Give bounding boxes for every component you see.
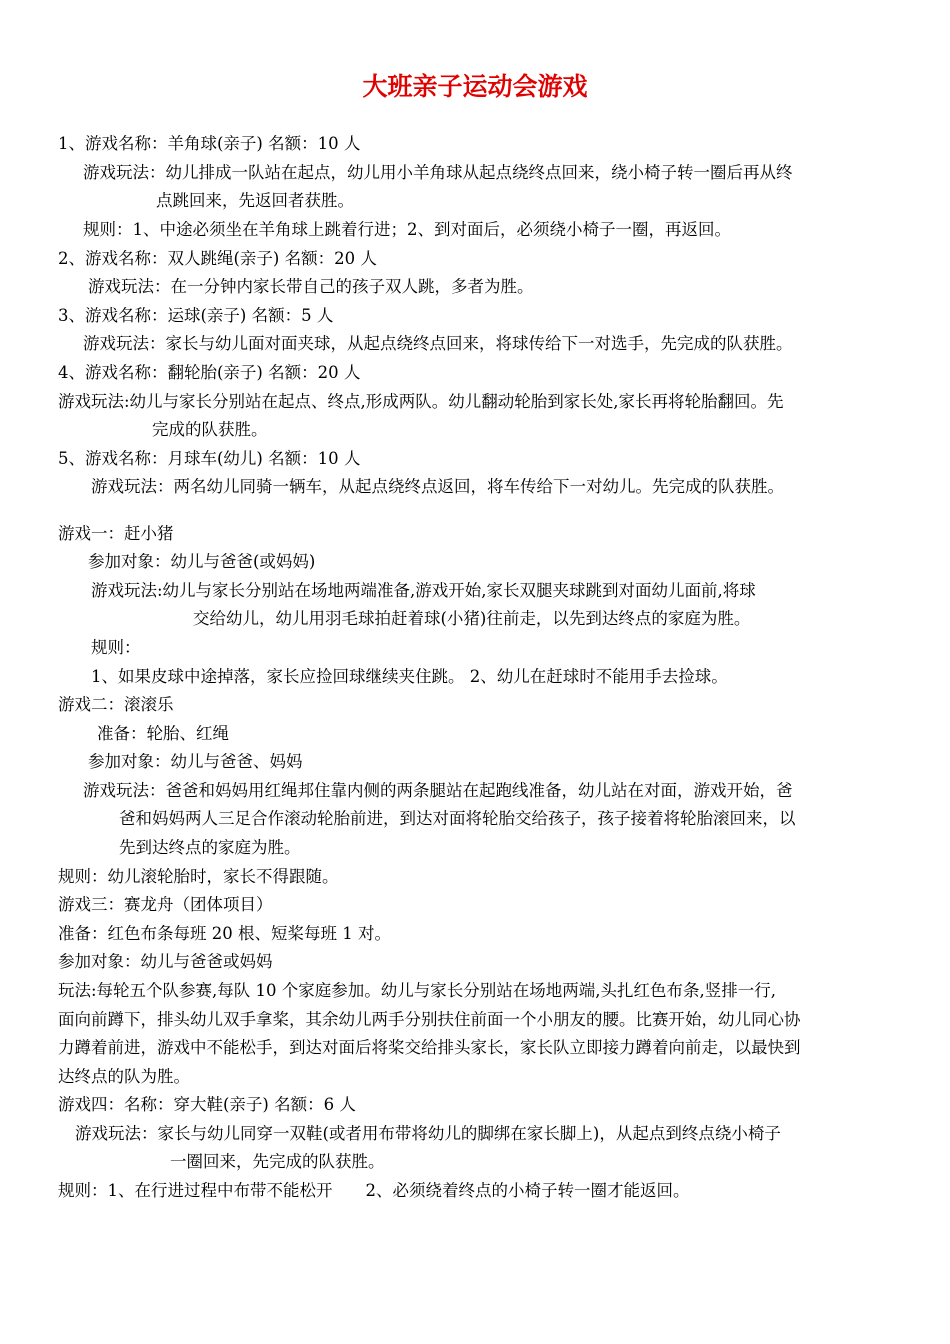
game-5-header: 5、游戏名称：月球车(幼儿) 名额：10 人	[58, 449, 361, 468]
game-1-rules-text-cont: 点跳回来，先返回者获胜。	[156, 191, 354, 210]
section-3-rules-text-cont: 面向前蹲下，排头幼儿双手拿桨，其余幼儿两手分别扶住前面一个小朋友的腰。比赛开始，幼儿同心协	[58, 1010, 801, 1029]
section-1-rules-label: 规则：	[91, 638, 141, 657]
section-3-rules-text: 玩法:每轮五个队参赛,每队 10 个家庭参加。幼儿与家长分别站在场地两端,头扎红色布条,竖排一行,	[58, 981, 777, 1000]
game-1-rule-list: 规则：1、中途必须坐在羊角球上跳着行进；2、到对面后，必须绕小椅子一圈，再返回。	[83, 220, 731, 239]
section-4-rules-text: 游戏玩法：家长与幼儿同穿一双鞋(或者用布带将幼儿的脚绑在家长脚上)，从起点到终点绕小椅子	[75, 1124, 781, 1143]
game-2-header: 2、游戏名称：双人跳绳(亲子) 名额：20 人	[58, 249, 377, 268]
game-5-rules-text: 游戏玩法：两名幼儿同骑一辆车，从起点绕终点返回，将车传给下一对幼儿。先完成的队获胜。	[91, 477, 784, 496]
section-2-participants: 参加对象：幼儿与爸爸、妈妈	[88, 752, 303, 771]
section-2-title: 游戏二：滚滚乐	[58, 695, 174, 714]
game-4-rules-text-cont: 完成的队获胜。	[152, 420, 268, 439]
section-2-rules-text: 游戏玩法：爸爸和妈妈用红绳邦住靠内侧的两条腿站在起跑线准备，幼儿站在对面，游戏开始，爸	[83, 781, 793, 800]
section-2-rules-text-cont: 先到达终点的家庭为胜。	[119, 838, 301, 857]
game-4-header: 4、游戏名称：翻轮胎(亲子) 名额：20 人	[58, 363, 361, 382]
section-3-title: 游戏三：赛龙舟（团体项目）	[58, 895, 273, 914]
section-1-rules-text-cont: 交给幼儿，幼儿用羽毛球拍赶着球(小猪)往前走，以先到达终点的家庭为胜。	[193, 609, 751, 628]
section-1-title: 游戏一：赶小猪	[58, 524, 174, 543]
game-1-header: 1、游戏名称：羊角球(亲子) 名额：10 人	[58, 134, 361, 153]
section-2-preparation: 准备：轮胎、红绳	[97, 724, 229, 743]
section-3-participants: 参加对象：幼儿与爸爸或妈妈	[58, 952, 273, 971]
section-2-rule: 规则：幼儿滚轮胎时，家长不得跟随。	[58, 867, 339, 886]
section-2-rules-text-cont: 爸和妈妈两人三足合作滚动轮胎前进，到达对面将轮胎交给孩子，孩子接着将轮胎滚回来，以	[119, 809, 796, 828]
section-1-rule-list: 1、如果皮球中途掉落，家长应捡回球继续夹住跳。 2、幼儿在赶球时不能用手去捡球。	[91, 667, 728, 686]
game-2-rules-text: 游戏玩法：在一分钟内家长带自己的孩子双人跳，多者为胜。	[88, 277, 534, 296]
game-1-rules-text: 游戏玩法：幼儿排成一队站在起点，幼儿用小羊角球从起点绕终点回来，绕小椅子转一圈后再从终	[83, 163, 793, 182]
document-title: 大班亲子运动会游戏	[362, 72, 588, 101]
section-3-rules-text-cont: 达终点的队为胜。	[58, 1067, 190, 1086]
section-4-rules-text-cont: 一圈回来，先完成的队获胜。	[170, 1152, 385, 1171]
game-3-header: 3、游戏名称：运球(亲子) 名额：5 人	[58, 306, 334, 325]
game-3-rules-text: 游戏玩法：家长与幼儿面对面夹球，从起点绕终点回来，将球传给下一对选手，先完成的队获胜。	[83, 334, 793, 353]
section-4-rule-list: 规则：1、在行进过程中布带不能松开 2、必须绕着终点的小椅子转一圈才能返回。	[58, 1181, 690, 1200]
section-3-rules-text-cont: 力蹲着前进，游戏中不能松手，到达对面后将桨交给排头家长，家长队立即接力蹲着向前走，以最快到	[58, 1038, 801, 1057]
section-4-title: 游戏四：名称：穿大鞋(亲子) 名额：6 人	[58, 1095, 356, 1114]
section-1-rules-text: 游戏玩法:幼儿与家长分别站在场地两端准备,游戏开始,家长双腿夹球跳到对面幼儿面前,将球	[91, 581, 756, 600]
section-1-participants: 参加对象：幼儿与爸爸(或妈妈)	[88, 552, 316, 571]
section-3-preparation: 准备：红色布条每班 20 根、短桨每班 1 对。	[58, 924, 391, 943]
game-4-rules-text: 游戏玩法:幼儿与家长分别站在起点、终点,形成两队。幼儿翻动轮胎到家长处,家长再将轮胎翻回。先	[58, 392, 784, 411]
